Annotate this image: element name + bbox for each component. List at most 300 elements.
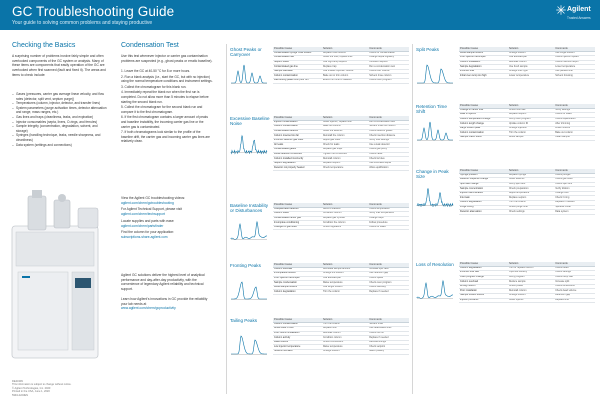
table-cell: Clean sample [554,136,595,141]
table-row [273,166,409,171]
chromatogram-trace [417,122,453,140]
table-cell: Change the solvent [322,272,368,277]
table-cell: Injector contamination [273,120,322,125]
table-cell: Clean detector [508,178,554,183]
help-text: Locate supplies and parts with ease: [121,218,175,223]
table-header-cell: Possible Cause [273,47,322,51]
chromatogram-example [416,60,454,86]
table-row [459,298,595,303]
chromatogram-trace [231,65,267,83]
table-cell: Solvent rinse the column [368,125,409,130]
table-cell: Initial oven temp too high [459,74,508,79]
table-cell: Check split vent [554,182,595,187]
table-header-cell: Possible Cause [459,169,508,173]
troubleshooting-table [273,263,409,295]
table-cell: Column contamination [273,125,322,130]
table-cell: Sample condensation [273,281,322,286]
troubleshooting-table [273,203,409,230]
table-row [273,225,409,230]
table-cell: Clean the inlet; replace liner [322,56,368,61]
table-header-cell: Solution [508,262,554,266]
troubleshooting-table [459,104,595,141]
table-cell: Poor column installation [273,331,322,336]
table-cell: Run a condensation test [368,120,409,125]
footer [12,380,71,397]
chromatogram-example [230,276,268,302]
step-item: 4. Immediately repeat the blank run when the first run is completed. Do not allow more than 5 minutes to elapse before starting the second blank run. [121,90,209,104]
list-item: – Data system (settings and connections) [12,143,107,148]
table-cell: Optimize velocity [508,271,554,276]
problem-title: Retention Time Shift [416,104,447,115]
help-links [121,196,213,240]
table-cell: Replace gas traps [322,148,368,153]
table-cell: Check temperature [322,166,368,171]
table-header-cell: Comments [554,262,595,266]
table-cell: Incomplete conditioning [273,221,322,226]
table-cell: Column degradation [459,266,508,271]
table-cell: Lower temperature [554,65,595,70]
table-cell: Splitless mode [554,205,595,210]
chromatogram-example [230,331,268,357]
table-header-cell: Possible Cause [273,116,322,120]
table-cell: Lower temperature [508,74,554,79]
table-cell: Check oven program [368,281,409,286]
basics-intro: A surprising number of problems involve fairly simple and often overlooked components of the GC system or analysis. Many of these items are components that easily operation of the GC are overlooked when first scanned (fault and fixed it). The areas and items to check include: [12,54,106,77]
table-cell: Check plunger [554,173,595,178]
table-cell: Septum bleed [273,60,322,65]
problem-title: Baseline Instability or Disturbances [230,203,269,214]
table-cell: Column installation [459,60,508,65]
chromatogram-example [416,275,454,301]
table-cell: Trim the column [322,322,368,327]
table-cell: Column contamination [273,74,322,79]
table-cell: Changes in gas flows [273,225,322,230]
table-row [273,290,409,295]
chromatogram-trace [231,136,267,154]
table-cell: Clean injector; replace liner [322,120,368,125]
table-header-cell: Comments [368,203,409,207]
table-cell: Check temperature [368,207,409,212]
table-cell: Check insertion distance [368,134,409,139]
table-cell: Syringe problem [459,173,508,178]
table-cell: Replace septum [322,161,368,166]
table-cell: Change traps [368,216,409,221]
table-cell: Air leaks [273,143,322,148]
table-cell: Column degradation [459,201,508,206]
chromatogram-trace [231,222,267,240]
table-cell: Change septa regularly [368,56,409,61]
table-row [459,210,595,215]
table-cell: Reinstall column [508,289,554,294]
logo-tagline: Trusted Answers [567,16,591,20]
table-cell: Verify flow settings [368,138,409,143]
table-cell: Verify max temperature [368,212,409,217]
table-cell: Check ramp rate [554,275,595,280]
table-cell: Allow to stabilize [322,207,368,212]
table-cell: Bake out column [554,131,595,136]
problem-title: Change in Peak Size [416,169,449,180]
table-cell: Lower volume [554,126,595,131]
table-cell: Use retention gap [368,272,409,277]
table-cell: Loose detector connection [273,152,322,157]
table-cell: Run a condensation test [368,65,409,70]
table-cell: Condition the column [322,221,368,226]
table-header-cell: Comments [554,169,595,173]
table-cell: Check dead volume [554,289,595,294]
table-cell: Column contamination [459,131,508,136]
productivity-paragraph: Agilent GC solutions deliver the highest level of analytical performance and day-after-day productivity, with the convenience of legendary Agilent reliability and technical support. [121,273,205,292]
chromatogram-trace [417,65,453,83]
table-cell: Adjust temperature [508,191,554,196]
table-cell: Low injector temperature [273,345,322,350]
table-cell: Split ratio change [459,182,508,187]
chromatogram-trace [417,188,453,206]
table-cell: Replace if needed [368,336,409,341]
table-cell: Verify settings [554,108,595,113]
header-banner [0,0,600,30]
table-header-cell: Possible Cause [459,262,508,266]
list-item: – Injector consumables (septa, liners, O-rings, and ferrules) [12,120,107,125]
table-header-cell: Comments [368,263,409,267]
table-cell: Use smaller injection volume [322,69,368,74]
table-cell: Detector response change [459,178,508,183]
table-cell: Use fresh sample [508,65,554,70]
table-cell: Incorrect detector gas flows [273,138,322,143]
table-cell: Column overload [459,280,508,285]
table-cell: Column degradation [273,290,322,295]
table-cell: Solvent focusing [554,74,595,79]
table-cell: Incorrect flow rate [459,271,508,276]
table-cell: Use packed liner [554,69,595,74]
table-header-cell: Comments [368,318,409,322]
table-cell: Poor installation [459,289,508,294]
table-cell: Trim the column [322,290,368,295]
footer-code: DE44309 [12,380,23,383]
table-cell: Increase split ratio [368,267,409,272]
table-cell: Incompatible solvent [273,272,322,277]
table-cell: Column bleed [273,212,322,217]
help-text: For Agilent Technical Support, please visit [121,207,182,212]
table-cell: Raise temperature [322,345,368,350]
basics-list [12,92,107,147]
list-item: – Syringes (handling technique, leaks, needle sharpness, and cleanliness) [12,133,107,142]
table-cell: Check detector gases [368,129,409,134]
table-header-cell: Possible Cause [459,47,508,51]
chromatogram-trace [231,282,267,299]
table-row [459,74,595,79]
table-header-cell: Solution [322,47,368,51]
table-cell: Trim the column [508,131,554,136]
table-cell: Raise temperature [322,281,368,286]
table-cell: Active sites in liner [273,327,322,332]
table-header-cell: Comments [368,116,409,120]
table-cell: Check connections [322,340,368,345]
table-cell: Reduce sample [508,280,554,285]
footer-notice: This information is subject to change without notice. [12,383,72,387]
table-header-cell: Possible Cause [459,104,508,108]
column-divider [412,44,413,394]
table-cell: Bake out column [322,125,368,130]
table-cell: Unequilibrated detector [273,207,322,212]
table-cell: Reinstall fittings [368,340,409,345]
table-cell: Replace rinse solvent [322,51,368,56]
page-subtitle: Your guide to solving common problems and staying productive [12,20,153,26]
table-header-cell: Comments [368,47,409,51]
table-cell: Change solvent [508,51,554,56]
table-cell: Match polarity [368,350,409,355]
table-cell: Change solvent [508,294,554,299]
table-cell: Condition column [322,212,368,217]
table-cell: Check for leaks [322,143,368,148]
table-cell: Reinstall column [508,60,554,65]
chromatogram-trace [417,281,453,299]
condensation-intro: Use this test whenever injector or carrier gas contamination problems are suspected (e.g., ghost peaks or erratic baseline). [121,54,213,63]
chromatogram-example [230,129,268,155]
table-cell: Adjust gas flows [322,138,368,143]
table-cell: Poor injection technique [273,276,322,281]
table-cell: Inlet leak [459,196,508,201]
table-header-cell: Solution [508,169,554,173]
step-item: 7. If both chromatograms look similar to the profile of the baseline drift, the carrier gas and incoming carrier gas lines are relatively clean. [121,130,210,144]
table-cell: Mixed sample solvent [459,51,508,56]
table-cell: Increase split [554,280,595,285]
table-cell: Check gas purity [368,148,409,153]
table-cell: Poor injection technique [459,56,508,61]
table-header-cell: Solution [508,47,554,51]
table-cell: Extend run time or bakeout [322,79,368,84]
table-cell: Contaminated inlet [273,56,322,61]
table-cell: Bake out or trim column [322,74,368,79]
table-cell: Use autosampler [508,56,554,61]
problem-title: Tailing Peaks [230,318,258,323]
troubleshooting-table [459,47,595,79]
troubleshooting-table [459,169,595,215]
table-cell: Tighten the connection [322,152,368,157]
table-cell: Check cable [368,152,409,157]
table-cell: Check equilibration [554,117,595,122]
table-cell: Solvent rinse column [368,74,409,79]
table-cell: Column contamination [273,322,322,327]
table-cell: Late eluting peaks from prior run [273,79,322,84]
table-cell: Follow procedure [368,221,409,226]
table-header-cell: Comments [554,47,595,51]
table-cell: Check flow rate [508,108,554,113]
table-cell: Check the cut [368,331,409,336]
table-cell: Use single solvent [554,51,595,56]
problem-title: Split Peaks [416,47,439,52]
table-cell: Replace gas cylinder [322,216,368,221]
table-cell: Large solvent peak [459,126,508,131]
table-cell: Column temperature change [459,117,508,122]
table-cell: Check gas flows [554,178,595,183]
table-cell: Trim the column [508,201,554,206]
learn-text: Learn how Agilent's innovations in GC provide the reliability your lab needs at [121,297,208,306]
table-cell: After trimming [554,122,595,127]
table-cell: Use autosampler [322,276,368,281]
logo-wordmark: Agilent [567,6,591,13]
table-cell: Solvent rinse [368,322,409,327]
table-cell: Use deactivated liner [368,327,409,332]
page-title: GC Troubleshooting Guide [12,4,175,19]
table-cell: Septum degradation [273,161,322,166]
condensation-title: Condensation Test [121,42,179,49]
gc-productivity-link[interactable]: www.agilent.com/chem/gcproductivity [121,306,176,311]
table-cell: Sample concentration [459,187,508,192]
table-cell: Clean the detector [322,129,368,134]
step-item: 2. Run a blank analysis (i.e., start the GC, but with no injection) using the normal temperature conditions and instrument settings. [121,74,213,84]
table-cell: Change liner [554,191,595,196]
table-header-cell: Solution [322,116,368,120]
footer-print-date: Printed in the USA, June 1, 2020 [12,390,50,394]
footer-part-number: 5994-2223EN [12,393,29,397]
table-cell: Incorrect liner [459,69,508,74]
table-cell: Retention gap [554,294,595,299]
table-cell: Update column ID [508,122,554,127]
table-cell: Sample backflash [273,69,322,74]
table-cell: Check setpoint [368,345,409,350]
table-cell: Replace syringe [508,173,554,178]
step-item: 6. If the first chromatogram contains a larger amount of peaks and baseline instability, the incoming carrier gas line or the carrier gas is contaminated. [121,115,208,129]
table-cell: Use single solvent [322,285,368,290]
table-cell: Condition septum [368,60,409,65]
column-finder-link[interactable]: subscriptions-share-agilent.com [121,234,168,239]
table-cell: Change in carrier flow [459,108,508,113]
table-cell: Column activity [273,336,322,341]
table-cell: Check preparation [508,187,554,192]
table-cell: Condition column [322,336,368,341]
table-row [459,136,595,141]
table-cell: Contaminated gas line [273,65,322,70]
table-cell: Column installed incorrectly [273,157,322,162]
list-item: – Temperatures (column, injector, detector, and transfer lines) [12,101,107,106]
table-cell: Use high-temp septum [322,60,368,65]
table-cell: Contaminated detector [273,129,322,134]
table-cell: Check settings [508,210,554,215]
table-cell: Column inserted too far [273,134,322,139]
table-cell: Data system [554,210,595,215]
table-cell: Check O-ring [554,196,595,201]
table-header-cell: Possible Cause [273,318,322,322]
table-cell: Verify program [508,275,554,280]
table-cell: Check injection speed [554,56,595,61]
table-cell: Reinstall the column [322,134,368,139]
basics-title: Checking the Basics [12,42,76,49]
table-cell: Replace if needed [554,201,595,206]
list-item: – Gases (pressures, carrier gas average linear velocity, and flow rates (detector, split vent, septum purge)) [12,92,107,101]
problem-title: Excessive Baseline Noise [230,116,270,127]
table-cell: Check insertion depth [554,60,595,65]
table-cell: Detector attenuation [459,210,508,215]
gc-instrument-image [8,186,110,366]
table-header-cell: Solution [508,104,554,108]
table-cell: Replace septum [508,113,554,118]
agilent-spark-icon [556,5,566,15]
column-divider [226,44,227,394]
table-cell: Check dimensions [554,284,595,289]
table-cell: Contaminated syringe rinse solvent [273,51,322,56]
step-item: 3. Collect the chromatogram for this blank run. [121,84,187,89]
troubleshooting-table [273,318,409,355]
table-cell: Reinstall column [322,331,368,336]
chromatogram-trace [231,336,267,354]
table-cell: Mixed sample solvent [273,285,322,290]
table-cell: Change solvent [322,350,368,355]
table-cell: Injector problems [459,298,508,303]
table-cell: Leak in injector [459,113,508,118]
table-header-cell: Comments [554,104,595,108]
table-cell: Clean injector [508,298,554,303]
table-header-cell: Solution [322,318,368,322]
table-cell: Decrease sample amount [322,267,368,272]
troubleshooting-table [273,116,409,171]
table-cell: Contaminated gases [273,148,322,153]
table-header-cell: Solution [322,203,368,207]
table-cell: Oven program change [459,275,508,280]
table-cell: Dilute sample [508,136,554,141]
list-item: – Gas lines and traps (cleanliness, leaks, and expiration) [12,115,107,120]
tech-support-link[interactable]: agilent.com/chem/techsupport [121,212,165,217]
table-cell: Dead volume [273,340,322,345]
table-cell: Trim or replace column [508,266,554,271]
list-item: – System parameters (purge activation times, detector attenuation and range, mass ranges, etc.) [12,106,107,115]
table-header-cell: Solution [322,263,368,267]
chromatogram-example [416,182,454,208]
table-cell: Check bleed [554,266,595,271]
table-cell: Detector not properly heated [273,166,322,171]
table-cell: Column length change [459,122,508,127]
table-cell: Reinstall column [322,157,368,162]
table-header-cell: Possible Cause [273,263,322,267]
table-cell: Replace liner [322,327,368,332]
list-item: – Sample integrity (concentration, degradation, solvent, and storage) [12,124,107,133]
table-cell: Check oven program [368,79,409,84]
table-cell: Sample degradation [459,65,508,70]
step-item: 1. Leave the GC at 40-50 °C for 8 or more hours. [121,69,191,73]
table-cell: Allow equilibration [368,166,409,171]
table-cell: Check purge time [508,205,554,210]
table-cell: Replace liner [554,298,595,303]
table-header-cell: Possible Cause [273,203,322,207]
chromatogram-example [230,216,268,242]
footer-copyright: © Agilent Technologies, Inc. 2020 [12,386,51,390]
problem-title: Fronting Peaks [230,263,261,268]
problem-title: Loss of Resolution [416,262,454,267]
table-cell: Contaminated carrier gas [273,216,322,221]
table-cell: Verify oven program [508,117,554,122]
table-cell: Use low-bleed septa [368,161,409,166]
table-cell: Replace trap [322,65,368,70]
table-cell: Replace septum [508,196,554,201]
table-cell: Check speed [368,276,409,281]
problem-title: Ghost Peaks or Carryover [230,47,262,58]
table-cell: Check settings [554,271,595,276]
table-cell: Solvent mismatch [273,350,322,355]
troubleshooting-videos-link[interactable]: agilent.com/chem/gctroubleshooting [121,200,174,205]
step-item: 5. Collect the chromatogram for the second blank run and compare it to the first chromatogram. [121,105,203,114]
troubleshooting-table [459,262,595,303]
table-cell: Check phase [508,284,554,289]
table-cell: Check for contamination [368,51,409,56]
chromatogram-example [416,117,454,143]
help-text: View the Agilent GC troubleshooting videos: [121,196,186,200]
table-cell: Wrong column [459,284,508,289]
parts-finder-link[interactable]: agilent.com/chem/partsfinder [121,223,164,228]
table-cell: Verify split ratio [508,182,554,187]
learn-more [121,297,213,311]
table-cell: Replace if needed [368,290,409,295]
table-cell: Column overload [273,267,322,272]
table-cell: Check solubility [368,285,409,290]
